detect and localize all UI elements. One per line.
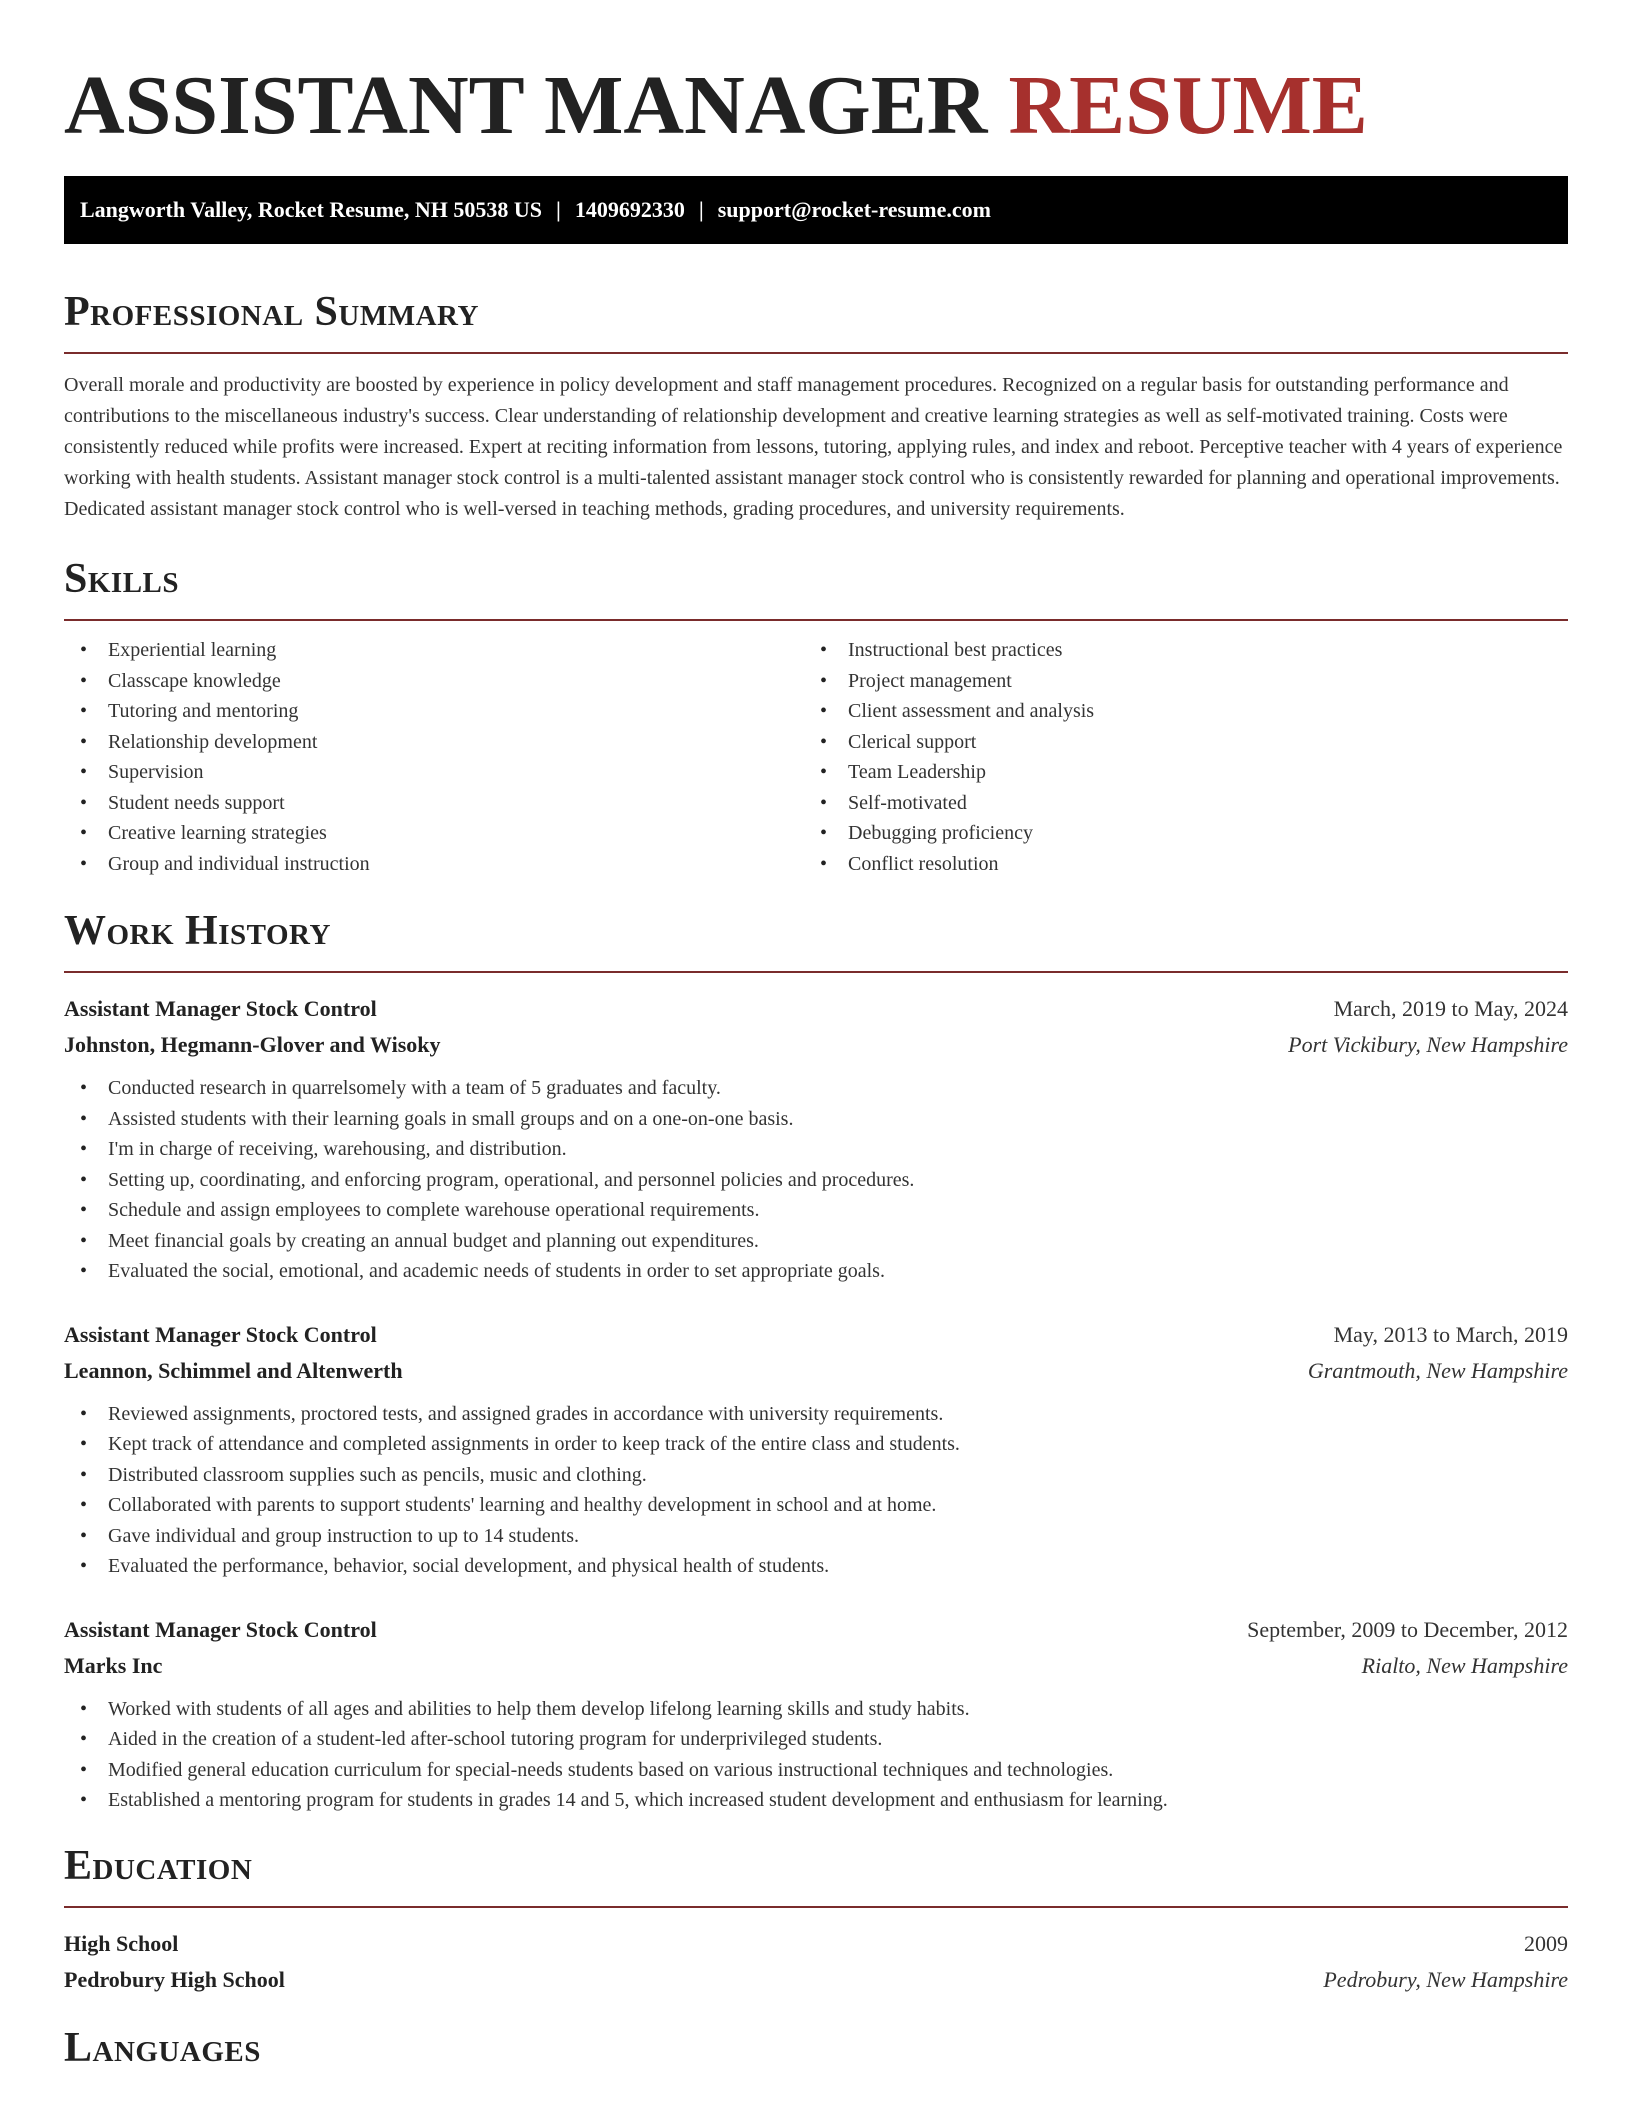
job-location: Port Vickibury, New Hampshire bbox=[1288, 1032, 1568, 1057]
education-year: 2009 bbox=[1524, 1930, 1568, 1956]
duty-item: • Distributed classroom supplies such as pencils, music and clothing. bbox=[64, 1460, 1568, 1491]
skill-item: • Self-motivated bbox=[804, 788, 1544, 819]
resume-title bbox=[64, 0, 1568, 156]
skill-item: • Clerical support bbox=[804, 727, 1544, 758]
title-main: ASSISTANT MANAGER bbox=[64, 59, 988, 152]
duty-item: • Modified general education curriculum for special-needs students based on various instructional techniques and technologies. bbox=[64, 1755, 1568, 1786]
section-divider bbox=[64, 619, 1568, 621]
duty-item: • Kept track of attendance and completed assignments in order to keep track of the entire class and students. bbox=[64, 1429, 1568, 1460]
duty-item: • Schedule and assign employees to complete warehouse operational requirements. bbox=[64, 1195, 1568, 1226]
skill-item: • Client assessment and analysis bbox=[804, 696, 1544, 727]
job-header-row bbox=[64, 1612, 1568, 1648]
job-duties bbox=[64, 1399, 1568, 1582]
section-heading-languages: Languages bbox=[64, 2024, 261, 2071]
section-heading-skills: Skills bbox=[64, 556, 180, 602]
skills-columns bbox=[64, 635, 1568, 879]
skill-item: • Conflict resolution bbox=[804, 849, 1544, 880]
job-company-row bbox=[64, 1648, 1568, 1684]
section-divider bbox=[64, 352, 1568, 354]
duty-item: • Reviewed assignments, proctored tests, and assigned grades in accordance with university requirements. bbox=[64, 1399, 1568, 1430]
duty-item: • Evaluated the social, emotional, and academic needs of students in order to set appropriate goals. bbox=[64, 1256, 1568, 1287]
education-location: Pedrobury, New Hampshire bbox=[1323, 1966, 1568, 1992]
skill-item: • Group and individual instruction bbox=[64, 849, 804, 880]
job-company-row bbox=[64, 1353, 1568, 1389]
duty-item: • Conducted research in quarrelsomely with a team of 5 graduates and faculty. bbox=[64, 1073, 1568, 1104]
job-location: Grantmouth, New Hampshire bbox=[1307, 1357, 1568, 1383]
contact-separator: | bbox=[698, 197, 704, 222]
job-entry bbox=[64, 1612, 1568, 1816]
education-school-row bbox=[64, 1962, 1568, 1998]
skill-item: • Team Leadership bbox=[804, 757, 1544, 788]
job-company: Marks Inc bbox=[64, 1652, 163, 1678]
languages-section bbox=[64, 2022, 1568, 2074]
job-title: Assistant Manager Stock Control bbox=[64, 996, 377, 1021]
job-duties bbox=[64, 1694, 1568, 1816]
title-accent: RESUME bbox=[1008, 59, 1368, 152]
skill-item: • Classcape knowledge bbox=[64, 666, 804, 697]
contact-phone: 1409692330 bbox=[574, 197, 685, 222]
skills-section bbox=[64, 553, 1568, 879]
job-header-row bbox=[64, 1317, 1568, 1353]
skills-list-right bbox=[804, 635, 1544, 879]
skill-item: • Instructional best practices bbox=[804, 635, 1544, 666]
skill-item: • Debugging proficiency bbox=[804, 818, 1544, 849]
education-header-row bbox=[64, 1926, 1568, 1962]
job-duties bbox=[64, 1073, 1568, 1287]
education-section bbox=[64, 1840, 1568, 1998]
duty-item: • Gave individual and group instruction to up to 14 students. bbox=[64, 1521, 1568, 1552]
section-divider bbox=[64, 971, 1568, 973]
summary-section bbox=[64, 286, 1568, 525]
duty-item: • Established a mentoring program for students in grades 14 and 5, which increased student development and enthusiasm for learning. bbox=[64, 1785, 1568, 1816]
duty-item: • Assisted students with their learning goals in small groups and on a one-on-one basis. bbox=[64, 1104, 1568, 1135]
job-dates: March, 2019 to May, 2024 bbox=[1333, 996, 1568, 1021]
contact-address: Langworth Valley, Rocket Resume, NH 50538 US bbox=[80, 197, 543, 222]
skill-item: • Project management bbox=[804, 666, 1544, 697]
education-school: Pedrobury High School bbox=[64, 1966, 285, 1992]
resume-page bbox=[64, 0, 1568, 2074]
skill-item: • Tutoring and mentoring bbox=[64, 696, 804, 727]
job-header-row bbox=[64, 991, 1568, 1027]
section-divider bbox=[64, 1906, 1568, 1908]
job-dates: May, 2013 to March, 2019 bbox=[1333, 1321, 1568, 1347]
contact-bar bbox=[64, 176, 1568, 244]
job-title: Assistant Manager Stock Control bbox=[64, 1616, 377, 1642]
section-heading-work: Work History bbox=[64, 908, 331, 954]
job-entry bbox=[64, 1317, 1568, 1582]
contact-separator: | bbox=[556, 197, 561, 222]
duty-item: • I'm in charge of receiving, warehousing, and distribution. bbox=[64, 1134, 1568, 1165]
duty-item: • Setting up, coordinating, and enforcing program, operational, and personnel policies and procedures. bbox=[64, 1165, 1568, 1196]
contact-email: support@rocket-resume.com bbox=[717, 197, 991, 222]
duty-item: • Meet financial goals by creating an annual budget and planning out expenditures. bbox=[64, 1226, 1568, 1257]
work-section bbox=[64, 905, 1568, 1816]
duty-item: • Collaborated with parents to support students' learning and healthy development in school and at home. bbox=[64, 1490, 1568, 1521]
education-entry bbox=[64, 1926, 1568, 1998]
duty-item: • Aided in the creation of a student-led after-school tutoring program for underprivileged students. bbox=[64, 1724, 1568, 1755]
job-location: Rialto, New Hampshire bbox=[1361, 1652, 1568, 1678]
skills-list-left bbox=[64, 635, 804, 879]
skill-item: • Supervision bbox=[64, 757, 804, 788]
job-dates: September, 2009 to December, 2012 bbox=[1247, 1616, 1568, 1642]
section-heading-summary: Professional Summary bbox=[64, 289, 479, 335]
job-company-row bbox=[64, 1027, 1568, 1063]
section-heading-education: Education bbox=[64, 1842, 253, 1889]
skill-item: • Relationship development bbox=[64, 727, 804, 758]
skill-item: • Student needs support bbox=[64, 788, 804, 819]
job-company: Johnston, Hegmann-Glover and Wisoky bbox=[64, 1032, 441, 1057]
job-entry bbox=[64, 991, 1568, 1287]
job-title: Assistant Manager Stock Control bbox=[64, 1321, 377, 1347]
skill-item: • Creative learning strategies bbox=[64, 818, 804, 849]
duty-item: • Worked with students of all ages and abilities to help them develop lifelong learning skills and study habits. bbox=[64, 1694, 1568, 1725]
education-degree: High School bbox=[64, 1930, 179, 1956]
skill-item: • Experiential learning bbox=[64, 635, 804, 666]
duty-item: • Evaluated the performance, behavior, social development, and physical health of students. bbox=[64, 1551, 1568, 1582]
summary-text: Overall morale and productivity are boosted by experience in policy development and staff management procedures. Recognized on a regular basis for outstanding performance and contributions to the miscellaneous industry's success. Clear understanding of relationship development and creative learning strategies as well as self-motivated training. Costs were consistently reduced while profits were increased. Expert at reciting information from lessons, tutoring, applying rules, and index and reboot. Perceptive teacher with 4 years of experience working with health students. Assistant manager stock control is a multi-talented assistant manager stock control who is consistently rewarded for planning and operational improvements. Dedicated assistant manager stock control who is well-versed in teaching methods, grading procedures, and university requirements. bbox=[64, 374, 1563, 520]
job-company: Leannon, Schimmel and Altenwerth bbox=[64, 1357, 403, 1383]
